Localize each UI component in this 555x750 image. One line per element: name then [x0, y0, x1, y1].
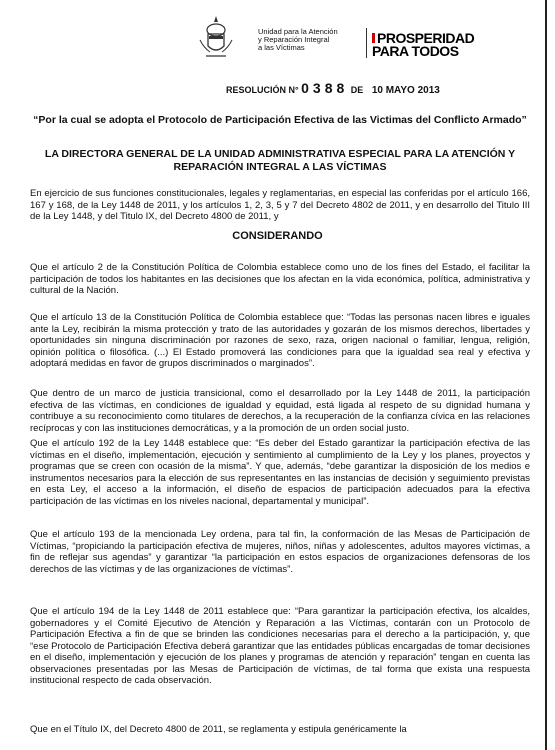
unit-line-3: a las Víctimas — [258, 43, 305, 52]
unit-line-2: y Reparación Integral — [258, 35, 330, 44]
paragraph-2: Que el artículo 13 de la Constitución Política de Colombia establece que: “Todas las personas nacen libres e iguales ante la Ley, recibirán la misma protección y trato de las autoridades y gozarán de los mismos derechos, libertades y oportunidades sin ninguna discriminación por razones de sexo, raza, origen nacional o familiar, lengua, religión, opinión política o filosófica. (...) El Estado promoverá las condiciones para que la igualdad sea real y efectiva y adoptará medidas en favor de grupos discriminados o marginados”. — [30, 312, 530, 369]
intro-paragraph: En ejercicio de sus funciones constitucionales, legales y reglamentarias, en especial las conferidas por el artículo 166, 167 y 168, de la Ley 1448 de 2011, y los artículos 1, 2, 3, 5 y 7 del Decreto 4802 de 2011, y en desarrollo del Titulo III de la Ley 1448, y del Titulo IX, del Decreto 4800 de 2011, y — [30, 188, 530, 222]
document-title: “Por la cual se adopta el Protocolo de Participación Efectiva de las Victimas del Conflicto Armado” — [33, 114, 527, 126]
resolution-date: 10 MAYO 2013 — [371, 85, 440, 96]
prosperidad-line-2: PARA TODOS — [372, 43, 459, 59]
colombia-coat-of-arms-icon — [196, 14, 236, 62]
document-header — [0, 6, 555, 76]
paragraph-1: Que el artículo 2 de la Constitución Política de Colombia establece como uno de los fines del Estado, el facilitar la participación de todos los habitantes en las decisiones que los afectan en la vida económica, política, administrativa y cultural de la Nación. — [30, 262, 530, 296]
paragraph-4: Que el artículo 192 de la Ley 1448 establece que: “Es deber del Estado garantizar la participación efectiva de las víctimas en el diseño, implementación, ejecución y sentimiento al cumplimiento de la Ley y los planes, proyectos y programas que se creen con ocasión de la misma”. Y que, además, “debe garantizar la disposición de los medios e instrumentos necesarios para la elección de sus representantes en las instancias de decisión y seguimiento previstas en esta Ley, el acceso a la información, el diseño de espacios de participación adecuados para la efectiva participación de las víctimas en los niveles nacional, departamental y municipal”. — [30, 438, 530, 507]
prosperidad-line-1: PROSPERIDAD — [377, 30, 475, 46]
resolution-de: DE — [350, 85, 364, 95]
issuing-authority: LA DIRECTORA GENERAL DE LA UNIDAD ADMINISTRATIVA ESPECIAL PARA LA ATENCIÓN Y REPARACIÓN INTEGRAL A LAS VÍCTIMAS — [44, 148, 516, 173]
unidad-victimas-logo-text — [258, 28, 368, 52]
resolution-number: 0388 — [301, 80, 349, 96]
resolution-label: RESOLUCIÓN N° — [226, 85, 299, 95]
page-right-border — [545, 0, 547, 750]
paragraph-5: Que el artículo 193 de la mencionada Ley ordena, para tal fin, la conformación de las Mesas de Participación de Víctimas, “propiciando la participación efectiva de mujeres, niños, niñas y adolescentes, adultos mayores víctimas, a fin de reflejar sus agendas” y garantizar “la participación en estos espacios de organizaciones defensoras de los derechos de las víctimas y de las organizaciones de víctimas”. — [30, 529, 530, 575]
prosperidad-para-todos-logo — [372, 32, 474, 58]
considerando-heading: CONSIDERANDO — [232, 230, 323, 242]
header-divider — [366, 28, 367, 58]
resolution-line — [226, 80, 440, 96]
paragraph-6: Que el artículo 194 de la Ley 1448 de 2011 establece que: “Para garantizar la participación efectiva, los alcaldes, gobernadores y el Comité Ejecutivo de Atención y Reparación a las Víctimas, contarán con un Protocolo de Participación Efectiva a fin de que se brinden las condiciones necesarias para el derecho a la participación, y, que “ese Protocolo de Participación Efectiva deberá garantizar que las entidades públicas encargadas de tomar decisiones en el diseño, implementación y ejecución de los planes y programas de atención y reparación” tengan en cuenta las observaciones presentadas por las Mesas de Participación de víctimas, de tal forma que exista una respuesta institucional respecto de cada observación. — [30, 606, 530, 686]
paragraph-3: Que dentro de un marco de justicia transicional, como el desarrollado por la Ley 1448 de 2011, la participación efectiva de las víctimas, en condiciones de igualdad y equidad, está ligada al respeto de su dignidad humana y contribuye a su reconocimiento como titulares de derechos, a la recuperación de la confianza cívica en las relaciones recíprocas y con las instituciones democráticas, y a la promoción de un orden social justo. — [30, 388, 530, 434]
paragraph-7: Que en el Título IX, del Decreto 4800 de 2011, se reglamenta y estipula genéricamente la — [30, 724, 407, 735]
unit-line-1: Unidad para la Atención — [258, 27, 338, 36]
flag-mark-icon — [372, 33, 375, 43]
